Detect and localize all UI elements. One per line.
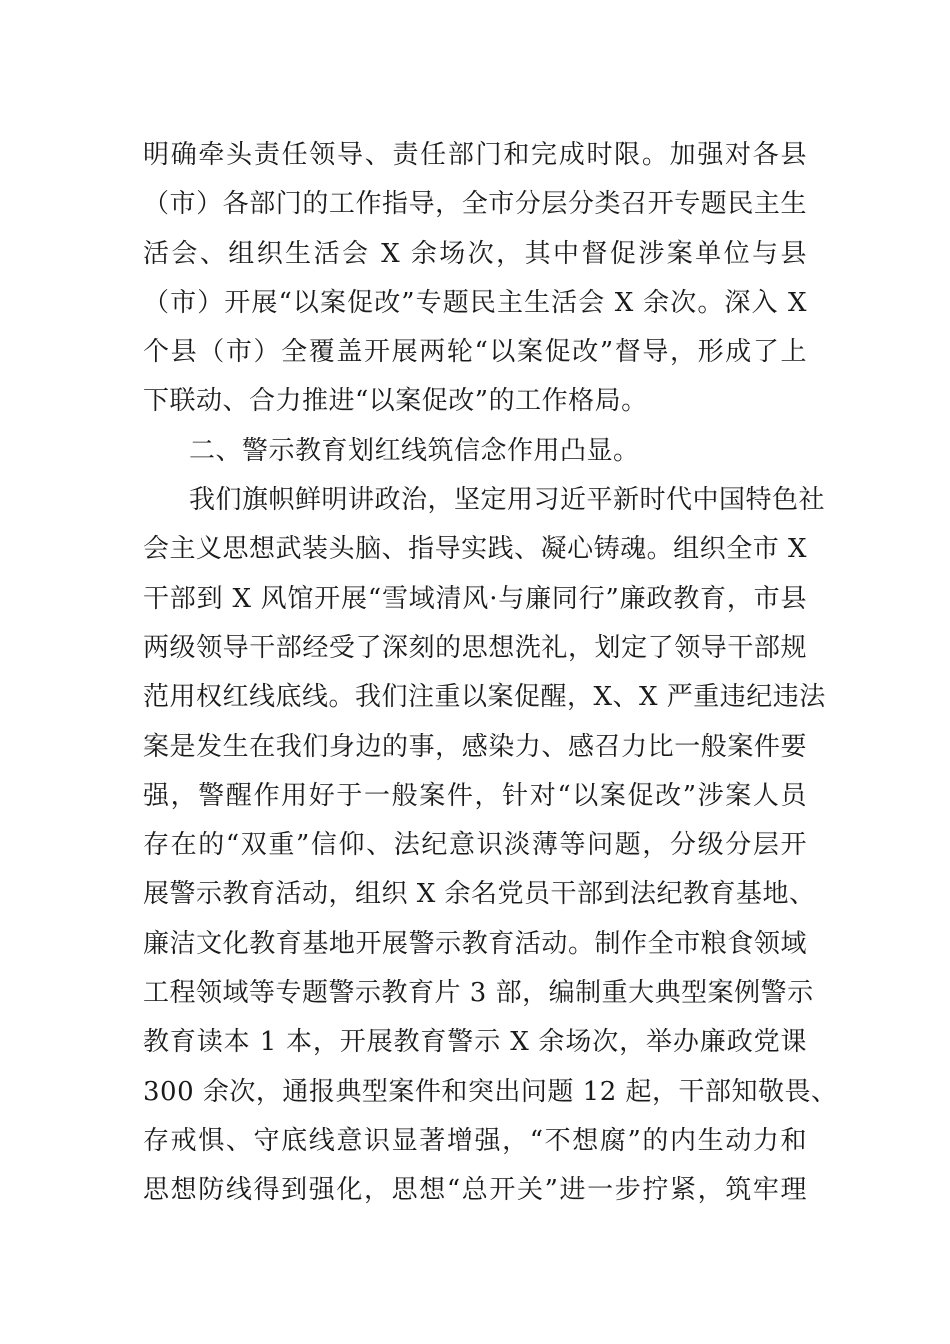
text-line: 思想防线得到强化，思想“总开关”进一步拧紧，筑牢理: [143, 1175, 807, 1206]
text-line: 我们旗帜鲜明讲政治，坚定用习近平新时代中国特色社: [189, 485, 826, 516]
text-line: 干部到 X 风馆开展“雪域清风·与廉同行”廉政教育，市县: [143, 583, 807, 614]
document-page: [143, 131, 838, 1216]
section-heading: [143, 427, 807, 476]
text-line: （市）各部门的工作指导，全市分层分类召开专题民主生: [143, 189, 807, 220]
text-line: 300 余次，通报典型案件和突出问题 12 起，干部知敬畏、: [143, 1076, 838, 1107]
text-line: 范用权红线底线。我们注重以案促醒，X、X 严重违纪违法: [143, 682, 826, 713]
text-line: 下联动、合力推进“以案促改”的工作格局。: [143, 386, 648, 417]
text-line: 廉洁文化教育基地开展警示教育活动。制作全市粮食领域: [143, 928, 807, 959]
heading-text: 二、警示教育划红线筑信念作用凸显。: [189, 435, 640, 466]
text-line: 存戒惧、守底线意识显著增强，“不想腐”的内生动力和: [143, 1125, 807, 1156]
text-line: 展警示教育活动，组织 X 余名党员干部到法纪教育基地、: [143, 879, 816, 910]
text-line: 案是发生在我们身边的事，感染力、感召力比一般案件要: [143, 731, 807, 762]
text-line: 两级领导干部经受了深刻的思想洗礼，划定了领导干部规: [143, 632, 807, 663]
text-line: 强，警醒作用好于一般案件，针对“以案促改”涉案人员: [143, 780, 807, 811]
text-line: 明确牵头责任领导、责任部门和完成时限。加强对各县: [143, 140, 807, 170]
text-line: 个县（市）全覆盖开展两轮“以案促改”督导，形成了上: [143, 337, 807, 368]
text-line: 活会、组织生活会 X 余场次，其中督促涉案单位与县: [143, 238, 807, 269]
text-line: （市）开展“以案促改”专题民主生活会 X 余次。深入 X: [143, 287, 807, 318]
paragraph-3: [143, 476, 838, 1215]
text-line: 会主义思想武装头脑、指导实践、凝心铸魂。组织全市 X: [143, 534, 807, 565]
paragraph-1: [143, 131, 807, 427]
text-line: 工程领域等专题警示教育片 3 部，编制重大典型案例警示: [143, 978, 814, 1009]
text-line: 教育读本 1 本，开展教育警示 X 余场次，举办廉政党课: [143, 1027, 807, 1058]
text-line: 存在的“双重”信仰、法纪意识淡薄等问题，分级分层开: [143, 830, 807, 861]
